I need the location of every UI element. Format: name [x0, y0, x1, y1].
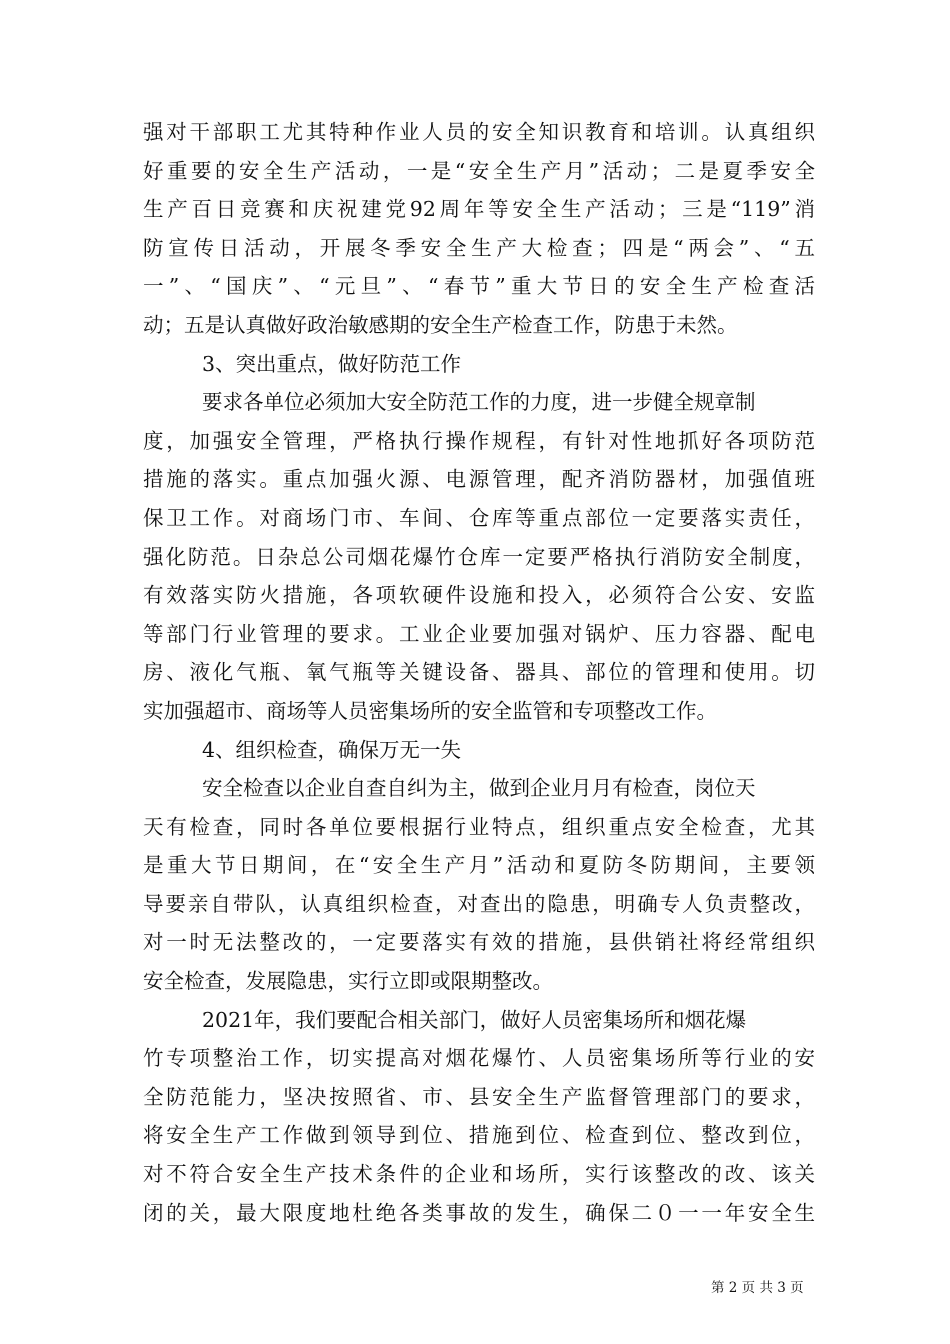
paragraph-line: 安全检查以企业自查自纠为主，做到企业月月有检查，岗位天: [202, 776, 756, 801]
paragraph-line: 要求各单位必须加大安全防范工作的力度，进一步健全规章制: [202, 390, 756, 415]
paragraph-line: 措施的落实。重点加强火源、电源管理，配齐消防器材，加强值班: [143, 467, 815, 492]
paragraph-line: 好重要的安全生产活动，一是“安全生产月”活动；二是夏季安全: [143, 158, 815, 183]
paragraph-line: 导要亲自带队，认真组织检查，对查出的隐患，明确专人负责整改，: [143, 891, 815, 916]
section-heading: 4、组织检查，确保万无一失: [202, 737, 462, 762]
paragraph-line: 保卫工作。对商场门市、车间、仓库等重点部位一定要落实责任，: [143, 505, 815, 530]
paragraph-line: 强化防范。日杂总公司烟花爆竹仓库一定要严格执行消防安全制度，: [143, 544, 815, 569]
paragraph-line: 实加强超市、商场等人员密集场所的安全监管和专项整改工作。: [143, 698, 717, 723]
page-number: 第 2 页 共 3 页: [711, 1280, 804, 1296]
paragraph-line: 对不符合安全生产技术条件的企业和场所，实行该整改的改、该关: [143, 1162, 815, 1187]
paragraph-line: 动；五是认真做好政治敏感期的安全生产检查工作，防患于未然。: [143, 312, 738, 337]
paragraph-line: 防宣传日活动，开展冬季安全生产大检查；四是“两会”、“五: [143, 235, 815, 260]
section-heading: 3、突出重点，做好防范工作: [202, 351, 462, 376]
paragraph-line: 度，加强安全管理，严格执行操作规程，有针对性地抓好各项防范: [143, 428, 815, 453]
paragraph-line: 将安全生产工作做到领导到位、措施到位、检查到位、整改到位，: [143, 1123, 815, 1148]
paragraph-line: 天有检查，同时各单位要根据行业特点，组织重点安全检查，尤其: [143, 814, 815, 839]
paragraph-line: 2021年，我们要配合相关部门，做好人员密集场所和烟花爆: [202, 1007, 747, 1032]
paragraph-line: 等部门行业管理的要求。工业企业要加强对锅炉、压力容器、配电: [143, 621, 815, 646]
paragraph-line: 有效落实防火措施，各项软硬件设施和投入，必须符合公安、安监: [143, 583, 815, 608]
paragraph-line: 安全检查，发展隐患，实行立即或限期整改。: [143, 969, 553, 994]
paragraph-line: 全防范能力，坚决按照省、市、县安全生产监督管理部门的要求，: [143, 1084, 815, 1109]
paragraph-line: 生产百日竞赛和庆祝建党92周年等安全生产活动；三是“119”消: [143, 197, 815, 222]
paragraph-line: 是重大节日期间，在“安全生产月”活动和夏防冬防期间，主要领: [143, 853, 815, 878]
paragraph-line: 竹专项整治工作，切实提高对烟花爆竹、人员密集场所等行业的安: [143, 1046, 815, 1071]
document-body: [143, 113, 815, 1232]
paragraph-line: 强对干部职工尤其特种作业人员的安全知识教育和培训。认真组织: [143, 120, 815, 144]
paragraph-line: 房、液化气瓶、氧气瓶等关键设备、器具、部位的管理和使用。切: [143, 660, 815, 685]
paragraph-line: 一”、“国庆”、“元旦”、“春节”重大节日的安全生产检查活: [143, 274, 815, 299]
paragraph-line: 闭的关，最大限度地杜绝各类事故的发生，确保二０一一年安全生: [143, 1200, 815, 1225]
paragraph-line: 对一时无法整改的，一定要落实有效的措施，县供销社将经常组织: [143, 930, 815, 955]
